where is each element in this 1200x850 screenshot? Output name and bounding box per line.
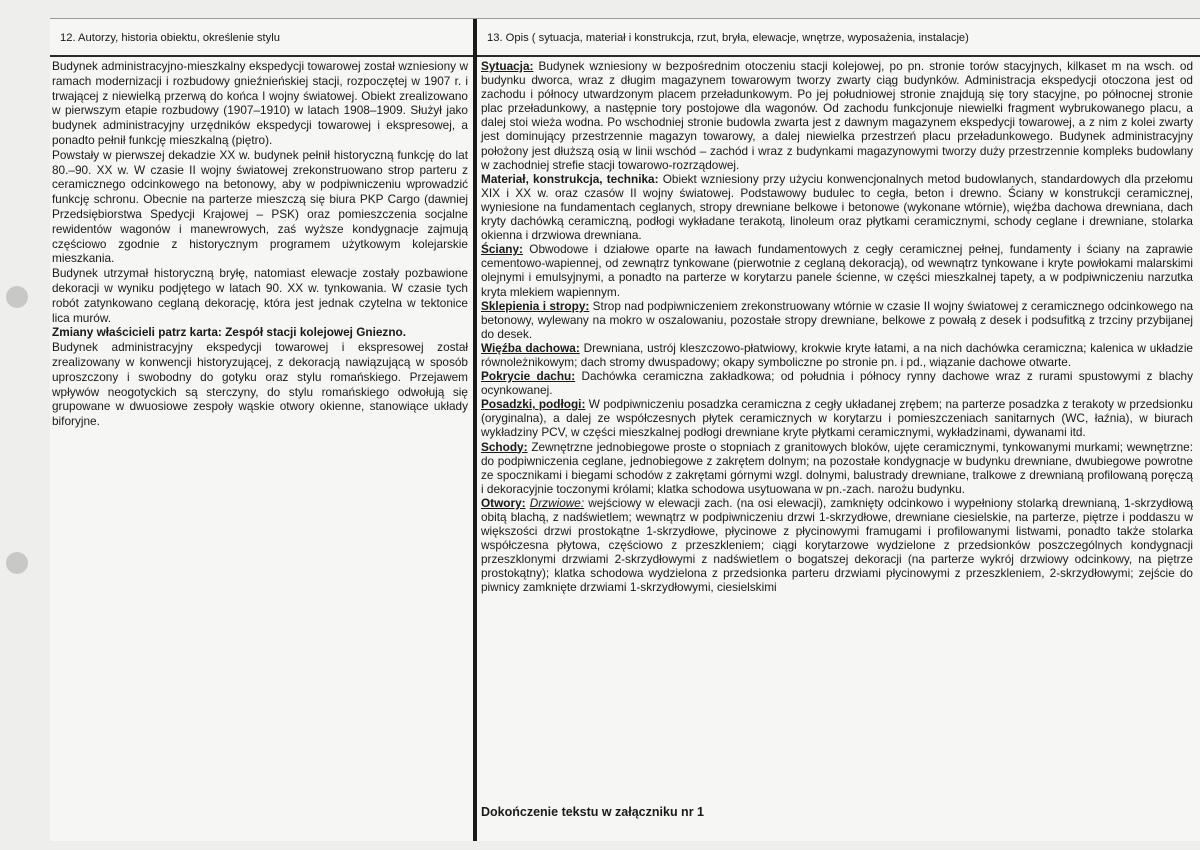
- stairs-text: Zewnętrzne jednobiegowe proste o stopniach z granitowych bloków, ujęte ceramicznymi, tynkowanymi murkami; wewnętrzne: do podpiwniczenia ceglane, jednobiegowe z zakrętem dolnym; na pozostałe kondygnacje w budynku drewniane, dwubiegowe powrotne ze spocznikami i biegami schodów z zakrętami górnymi wzgl. dolnymi, balustrady drewniane, tralkowe z drewnianą profilowaną poręczą i dekoracyjnie toczonymi królami; klatka schodowa usytuowana w pn.-zach. narożu budynku.: [481, 439, 1193, 496]
- openings-label: Otwory:: [481, 495, 526, 510]
- owners-heading: Zmiany właścicieli patrz karta: Zespół stacji kolejowej Gniezno.: [52, 325, 407, 340]
- openings-text: wejściowy w elewacji zach. (na osi elewacji), zamknięty odcinkowo i wypełniony stolarką drewnianą, 1-skrzydłową obitą blachą, z nadświetlem; wewnątrz w podpiwniczeniu drzwi 1-skrzydłowe, drewniane ciesielskie, na parterze, piętrze i poddaszu w większości drzwi prostokątne 1-skrzydłowe, płycinowe z płycinowymi framugami i profilowanymi listwami, ponadto także stolarka współczesna płytowa, częściowo z przeszkleniem; ciągi korytarzowe wydzielone z przedsionków poszczególnych kondygnacji przeszklonymi drzwiami 2-skrzydłowymi z nadświetlem o bogatszej dekoracji (na parterze wykrój drzwiowy odcinkowy, na piętrze prostokątny); klatka schodowa wydzielona z przedsionka parteru drzwiami płycinowymi z przeszkleniem, 2-skrzydłowymi; zejście do piwnicy zamknięte drzwiami 1-skrzydłowymi, ciesielskimi: [481, 495, 1193, 595]
- roofing-label: Pokrycie dachu:: [481, 369, 576, 384]
- doors-sublabel: Drzwiowe:: [529, 495, 585, 510]
- floors-label: Posadzki, podłogi:: [481, 397, 586, 412]
- stairs-paragraph: [481, 440, 1193, 496]
- history-paragraph-1: Budynek administracyjno-mieszkalny ekspedycji towarowej został wzniesiony w ramach modernizacji i rozbudowy gnieźnieńskiej stacji, rozpoczętej w 1907 r. i trwającej z niewielką przerwą do końca I wojny światowej. Obiekt zrealizowano w pierwszym etapie rozbudowy (1907–1910) w latach 1908–1909. Służył jako budynek administracyjny urzędników ekspedycji towarowej i ekspresowej, a ponadto pełnił funkcję mieszkalną (piętro).: [52, 59, 468, 147]
- walls-text: Obwodowe i działowe oparte na ławach fundamentowych z cegły ceramicznej pełnej, fundamenty i ściany na zaprawie cementowo-wapiennej, od zewnątrz tynkowane (pierwotnie z ceglaną dekoracją), od wewnątrz tynkowane i kryte powłokami malarskimi olejnymi i emulsyjnymi, a ponadto na parterze w korytarzu panele ścienne, w części mieszkalnej tapety, a w podpiwniczeniu narzutka kryta mlekiem wapiennym.: [481, 242, 1193, 299]
- description-column: [481, 59, 1193, 595]
- situation-label: Sytuacja:: [481, 59, 534, 73]
- section-12-header: 12. Autorzy, historia obiektu, określenie stylu: [50, 19, 473, 57]
- form-sheet: [50, 18, 1200, 841]
- openings-paragraph: [481, 496, 1193, 595]
- history-column: [52, 59, 468, 429]
- ceilings-label: Sklepienia i stropy:: [481, 298, 590, 313]
- ceilings-paragraph: [481, 299, 1193, 341]
- punch-hole-top: [6, 286, 28, 308]
- roof-truss-paragraph: [481, 341, 1193, 369]
- material-label: Materiał, konstrukcja, technika:: [481, 171, 659, 186]
- floors-paragraph: [481, 397, 1193, 439]
- material-paragraph: [481, 172, 1193, 242]
- roof-truss-text: Drewniana, ustrój kleszczowo-płatwiowy, krokwie kryte łatami, a na nich dachówka ceramiczna; kalenica w układzie równoleżnikowym; dach stromy dwuspadowy; okapy symboliczne po stronie pn. i pd., wiązanie dachowe otwarte.: [481, 340, 1193, 369]
- situation-paragraph: [481, 59, 1193, 172]
- walls-label: Ściany:: [481, 242, 523, 257]
- column-divider: [473, 19, 477, 841]
- roofing-text: Dachówka ceramiczna zakładkowa; od południa i północy rynny dachowe wraz z rurami spustowymi z blachy ocynkowanej.: [481, 369, 1193, 398]
- continuation-note: Dokończenie tekstu w załączniku nr 1: [481, 805, 704, 819]
- section-13-header: 13. Opis ( sytuacja, materiał i konstrukcja, rzut, bryła, elewacje, wnętrze, wyposażenia, instalacje): [477, 19, 1200, 57]
- history-paragraph-3: Budynek utrzymał historyczną bryłę, natomiast elewacje zostały pozbawione dekoracji w wyniku podjętego w latach 90. XX w. tynkowania. W czasie tych robót zatynkowano ceglaną dekorację, która jest jednak czytelna w tektonice lica murów.: [52, 266, 468, 325]
- stairs-label: Schody:: [481, 439, 528, 454]
- material-text: Obiekt wzniesiony przy użyciu konwencjonalnych metod budowlanych, standardowych dla przełomu XIX i XX w. oraz czasów II wojny światowej. Podstawowy budulec to cegła, beton i drewno. Ściany w konstrukcji ceramicznej, wyniesione na fundamentach ceglanych, stropy drewniane belkowe i betonowe (wykonane wtórnie), więźba dachowa drewniana, dach kryty dachówką ceramiczną, podłogi wykładane terakotą, linoleum oraz płytkami ceramicznymi, schody ceglane i drewniane, stolarka okienna i drzwiowa drewniana.: [481, 171, 1193, 243]
- punch-hole-bottom: [6, 552, 28, 574]
- history-paragraph-2: Powstały w pierwszej dekadzie XX w. budynek pełnił historyczną funkcję do lat 80.–90. XX w. W czasie II wojny światowej zrekonstruowano strop parteru z ceramicznego odcinkowego na betonowy, aby w podpiwniczeniu wprowadzić funkcję schronu. Obecnie na parterze mieszczą się biura PKP Cargo (dawniej Przedsiębiorstwa Spedycji Krajowej – PSK) oraz pomieszczenia socjalne rewidentów wagonów i manewrowych, zaś wyższe kondygnacje zajmują częściowo zgodnie z historycznym programem użytkowym kolejarskie mieszkania.: [52, 147, 468, 266]
- roof-truss-label: Więźba dachowa:: [481, 340, 580, 355]
- ceilings-text: Strop nad podpiwniczeniem zrekonstruowany wtórnie w czasie II wojny światowej z ceramicznego odcinkowego na betonowy, wylewany na mokro w oszalowaniu, pozostałe stropy drewniane, belkowe z powałą z desek i podsufitką z trzciny przybijanej do desek.: [481, 298, 1193, 341]
- walls-paragraph: [481, 242, 1193, 298]
- style-paragraph: Budynek administracyjny ekspedycji towarowej i ekspresowej został zrealizowany w konwencji historyzującej, z dekoracją nawiązującą w sposób uproszczony i swobodny do gotyku oraz stylu romańskiego. Przejawem wpływów neogotyckich są sterczyny, do stylu romańskiego odwołują się grupowane w dwuosiowe zespoły wąskie otwory okienne, stanowiące układy biforyjne.: [52, 340, 468, 429]
- floors-text: W podpiwniczeniu posadzka ceramiczna z cegły układanej zrębem; na parterze posadzka z terakoty w przedsionku (oryginalna), a dalej ze współczesnych płytek ceramicznych w korytarzu i pomieszczeniach sanitarnych (WC, łaźnia), w biurach wykładziny PCV, w części mieszkalnej podłogi drewniane kryte płytkami ceramicznymi, wykładzinami, dywanami itd.: [481, 397, 1193, 440]
- roofing-paragraph: [481, 369, 1193, 397]
- situation-text: Budynek wzniesiony w bezpośrednim otoczeniu stacji kolejowej, po pn. stronie torów stacyjnych, kilkaset m na wsch. od budynku dworca, wraz z długim magazynem towarowym tworzy zwarty ciąg budynków. Administracja ekspedycji otoczona jest od zachodu i północy utwardzonym placem przeładunkowym. Po jej południowej stronie znajdują się tory stacyjne, po północnej stronie plac przeładunkowy, a następnie tory postojowe dla wagonów. Od zachodu funkcjonuje niewielki fragment wybrukowanego placu, a dalej stoi wieża wodna. Po wschodniej stronie budowla zwarta jest z dawnym magazynem ekspedycji towarowej, a z nim z kolei zwarty jest dominujący przestrzennie magazyn towarowy, a dalej niewielka przestrzeń placu przeładunkowego. Budynek administracyjny położony jest dłuższą osią w linii wschód – zachód i wraz z budynkami magazynowymi tworzy duży przestrzennie kompleks budowlany w zachodniej strefie stacji towarowo-rozrządowej.: [481, 59, 1193, 172]
